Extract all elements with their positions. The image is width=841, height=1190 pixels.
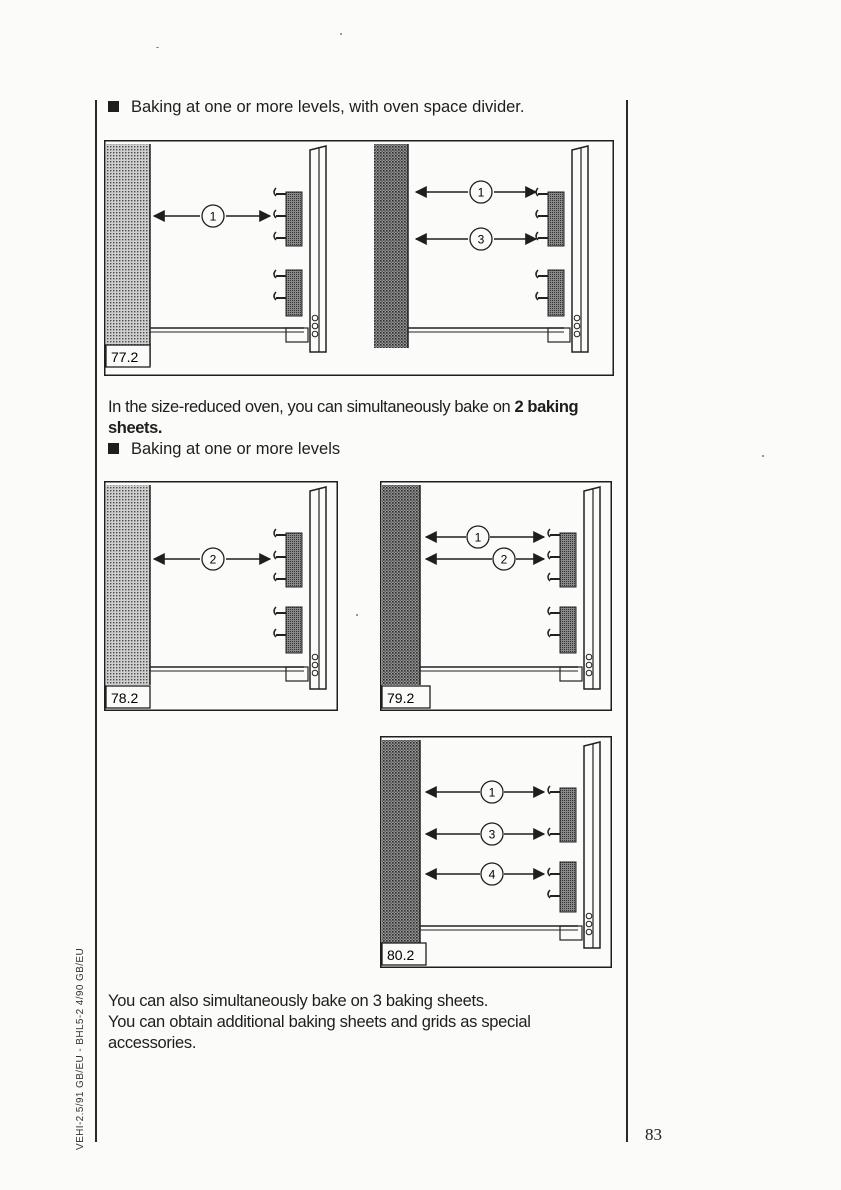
figure-77-2 (104, 140, 614, 381)
closing-line-1: You can also simultaneously bake on 3 baking sheets. (108, 992, 489, 1010)
intro-text: In the size-reduced oven, you can simultaneously bake on (108, 398, 515, 416)
arrow-label: 3 (488, 827, 496, 842)
arrow-label: 2 (209, 552, 217, 567)
heading-text: Baking at one or more levels (131, 440, 341, 458)
oven-level-diagram (104, 481, 338, 711)
arrow-label: 4 (488, 867, 496, 882)
closing-paragraph (108, 991, 618, 1054)
intro-bold-text: 2 baking sheets. (108, 398, 579, 437)
page-number: 83 (645, 1125, 662, 1144)
figure-number: 77.2 (111, 349, 139, 365)
heading-text: Baking at one or more levels, with oven space divider. (131, 98, 525, 116)
arrow-label: 2 (500, 552, 508, 567)
arrow-label: 3 (477, 232, 485, 247)
speck (156, 47, 159, 48)
document-code-vertical: VEHI-2.5/91 GB/EU - BHL5-2 4/90 GB/EU (75, 947, 86, 1150)
right-margin-rule (626, 100, 628, 1142)
arrow-label: 1 (474, 530, 482, 545)
closing-line-2: You can obtain additional baking sheets and grids as special accessories. (108, 1013, 531, 1052)
arrow-label: 1 (477, 185, 485, 200)
oven-divider-diagram (104, 140, 614, 376)
figure-79-2 (380, 481, 612, 716)
oven-level-diagram (380, 736, 612, 968)
square-bullet-icon (108, 443, 119, 454)
arrow-label: 1 (488, 785, 496, 800)
left-margin-rule (95, 100, 97, 1142)
figure-80-2 (380, 736, 612, 973)
square-bullet-icon (108, 101, 119, 112)
speck (762, 455, 764, 457)
speck (356, 614, 358, 616)
figure-78-2 (104, 481, 338, 716)
figure-number: 79.2 (387, 690, 415, 706)
figure-number: 80.2 (387, 947, 415, 963)
section-heading (108, 439, 340, 460)
speck (340, 33, 342, 35)
figure-number: 78.2 (111, 690, 139, 706)
oven-level-diagram (380, 481, 612, 711)
intro-paragraph (108, 397, 618, 439)
section-heading-with-divider (108, 97, 524, 118)
arrow-label: 1 (209, 209, 217, 224)
